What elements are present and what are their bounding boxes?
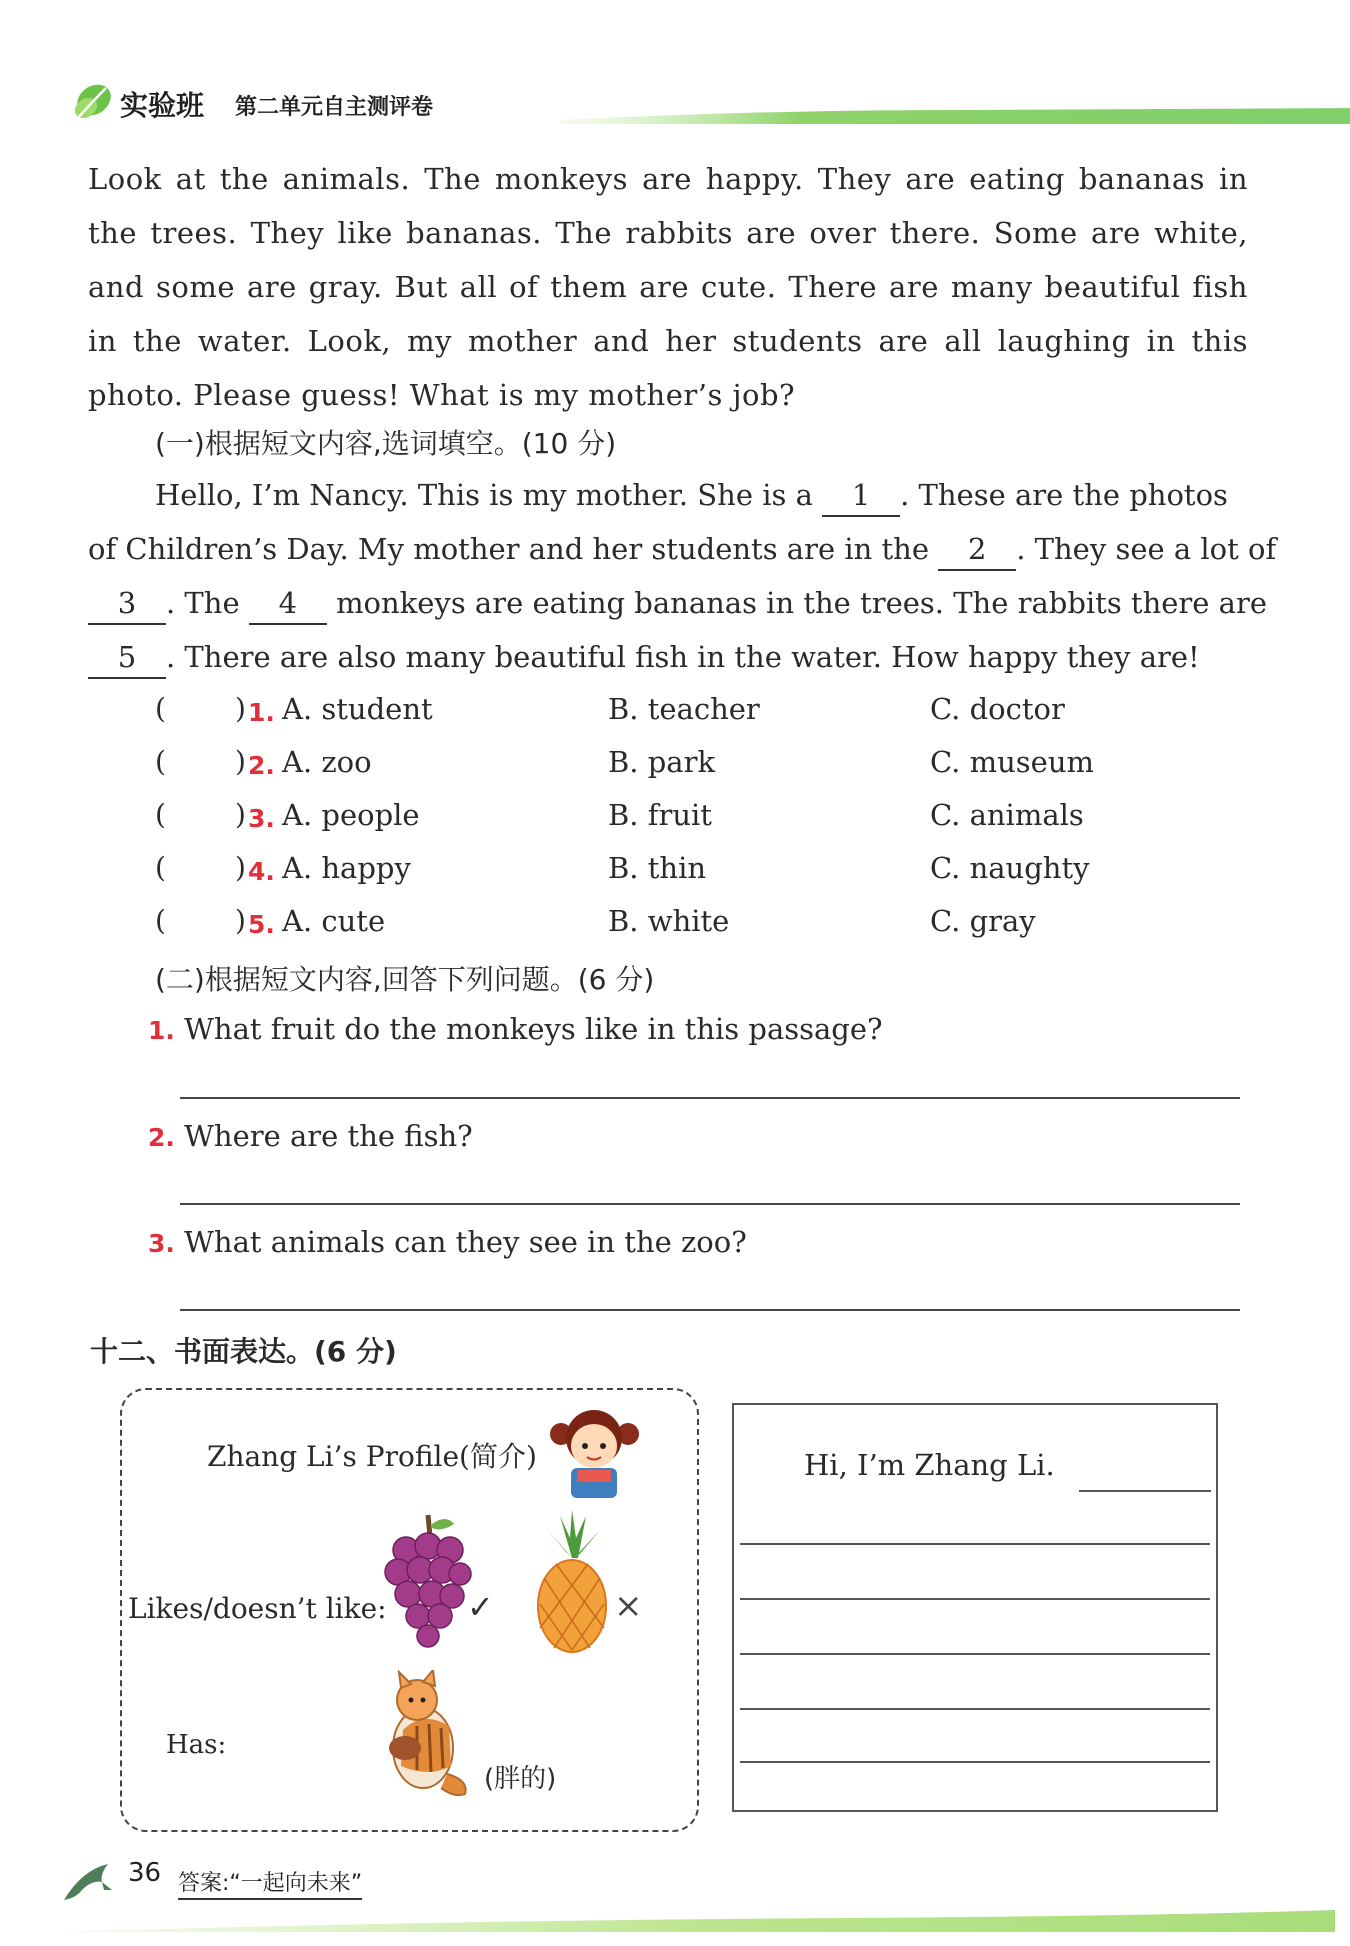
blank-5[interactable]: 5 [88,637,166,679]
header-decor-bar [560,108,1350,124]
answer-paren-open[interactable]: ( [155,745,166,778]
option-c[interactable]: C. gray [930,904,1036,938]
cloze-line-3 [88,583,1267,625]
option-c[interactable]: C. naughty [930,851,1090,885]
question-number: 1. [248,698,275,727]
writing-area[interactable] [732,1403,1218,1812]
writing-line[interactable] [740,1598,1210,1600]
question-text: What animals can they see in the zoo? [184,1225,747,1259]
answer-paren-close: ) [235,692,246,725]
option-c[interactable]: C. museum [930,745,1094,779]
dolphin-icon [62,1860,114,1908]
answer-paren-open[interactable]: ( [155,692,166,725]
option-a[interactable]: A. people [282,798,420,832]
option-a[interactable]: A. student [282,692,433,726]
cloze-line-1 [155,475,1228,517]
girl-avatar-icon [547,1400,642,1500]
answer-line-2[interactable] [180,1203,1240,1205]
part1-title: (一)根据短文内容,选词填空。(10 分) [155,427,617,460]
option-a[interactable]: A. happy [282,851,411,885]
likes-label: Likes/doesn’t like: [128,1592,387,1625]
cloze-text: . They see a lot of [1016,532,1277,566]
question-text: What fruit do the monkeys like in this passage? [184,1012,883,1046]
writing-line[interactable] [1079,1490,1211,1492]
writing-line[interactable] [740,1653,1210,1655]
cross-mark-icon: × [614,1586,643,1626]
question-row [148,1225,747,1259]
question-row [148,1119,473,1153]
answer-paren-close: ) [235,851,246,884]
option-c[interactable]: C. doctor [930,692,1065,726]
page-number: 36 [128,1858,162,1888]
writing-line[interactable] [740,1543,1210,1545]
section-12-title: 十二、书面表达。(6 分) [90,1335,397,1368]
question-number: 1. [148,1016,175,1045]
answer-paren-close: ) [235,745,246,778]
question-number: 3. [148,1229,175,1258]
blank-4[interactable]: 4 [249,583,327,625]
cloze-text: monkeys are eating bananas in the trees. The rabbits there are [336,586,1267,620]
option-b[interactable]: B. white [608,904,730,938]
writing-line[interactable] [740,1708,1210,1710]
writing-opening: Hi, I’m Zhang Li. [804,1448,1055,1482]
fat-note: (胖的) [484,1764,557,1794]
answer-paren-open[interactable]: ( [155,904,166,937]
question-row [148,1012,883,1046]
option-c[interactable]: C. animals [930,798,1084,832]
cloze-text: of Children’s Day. My mother and her students are in the [88,532,929,566]
fat-cat-icon [377,1670,477,1800]
answer-paren-close: ) [235,904,246,937]
cloze-line-4 [88,637,1200,679]
writing-line[interactable] [740,1761,1210,1763]
has-label: Has: [166,1730,227,1760]
reading-passage: Look at the animals. The monkeys are happy. They are eating bananas in the trees. They like bananas. The rabbits are over there. Some are white, and some are gray. But all of them are cute. There are many beautiful fish in the water. Look, my mother and her students are all laughing in this photo. Please guess! What is my mother’s job? [88,162,1248,412]
question-number: 2. [248,751,275,780]
answer-key: 答案:“一起向未来” [178,1866,362,1900]
answer-line-3[interactable] [180,1309,1240,1311]
blank-1[interactable]: 1 [822,475,900,517]
option-b[interactable]: B. fruit [608,798,712,832]
cloze-text: . There are also many beautiful fish in the water. How happy they are! [166,640,1200,674]
header [70,78,1290,134]
cloze-text: . These are the photos [900,478,1228,512]
question-number: 3. [248,804,275,833]
leaf-logo-icon [70,80,114,124]
cloze-line-2 [88,529,1276,571]
cloze-text: Hello, I’m Nancy. This is my mother. She is a [155,478,813,512]
blank-2[interactable]: 2 [938,529,1016,571]
answer-paren-open[interactable]: ( [155,798,166,831]
question-number: 4. [248,857,275,886]
profile-title: Zhang Li’s Profile(简介) [207,1440,537,1473]
option-b[interactable]: B. thin [608,851,707,885]
blank-3[interactable]: 3 [88,583,166,625]
brand-name: 实验班 [120,89,205,122]
question-number: 2. [148,1123,175,1152]
check-mark-icon: ✓ [467,1588,494,1626]
answer-line-1[interactable] [180,1097,1240,1099]
part2-title: (二)根据短文内容,回答下列问题。(6 分) [155,963,655,996]
option-a[interactable]: A. zoo [282,745,372,779]
unit-title: 第二单元自主测评卷 [235,95,434,120]
question-number: 5. [248,910,275,939]
grapes-icon [384,1510,472,1650]
footer-decor-bar [55,1910,1335,1932]
profile-card [120,1388,699,1832]
question-text: Where are the fish? [184,1119,473,1153]
answer-paren-close: ) [235,798,246,831]
option-b[interactable]: B. park [608,745,716,779]
cloze-text: . The [166,586,240,620]
pineapple-icon [532,1508,612,1653]
option-b[interactable]: B. teacher [608,692,760,726]
option-a[interactable]: A. cute [282,904,386,938]
answer-paren-open[interactable]: ( [155,851,166,884]
